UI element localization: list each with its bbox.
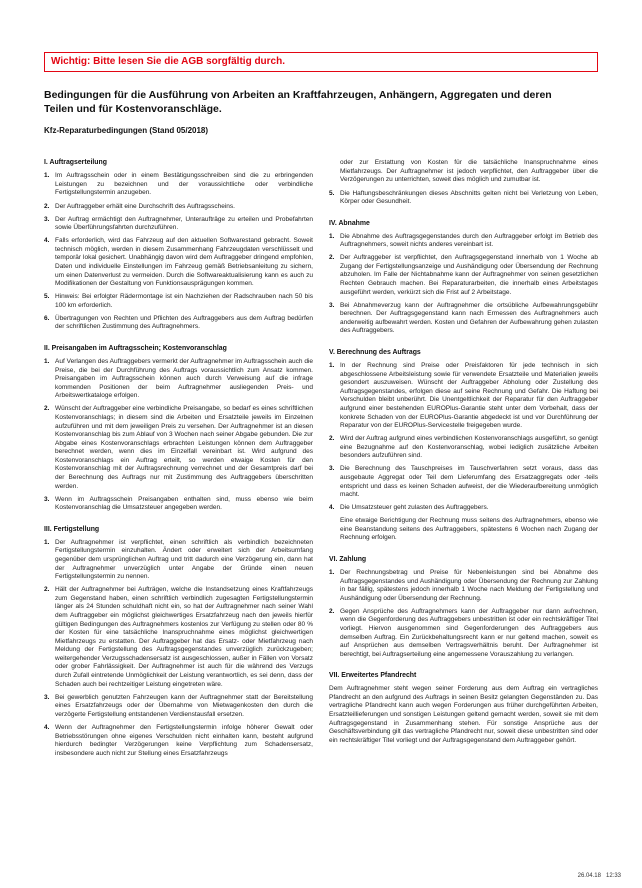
section-heading: I. Auftragserteilung bbox=[44, 159, 107, 167]
clause-text: In der Rechnung sind Preise oder Preisfaktoren für jede technisch in sich abgeschlossene Arbeitsleistung sowie für verwendete Ersatzteile und Materialien jeweils gesondert auszuweisen. Wünscht der Auftraggeber Abholung oder Zustellung des Auftragsgegenstandes, erfolgen diese auf seine Rechnung und Gefahr. Die Haftung bei Verschulden bleibt unberührt. Die Unentgeltlichkeit der Reparatur für den Auftraggeber aufgrund einer bestehenden EUROPlus-Garantie steht unter dem Vorbehalt, dass der konkrete Schaden von der EUROPlus-Garantie abgedeckt ist und vor Durchführung der Reparatur von der EUROPlus-Servicestelle freigegeben wurde. bbox=[340, 362, 598, 430]
clause-number: 3. bbox=[329, 465, 335, 473]
clause-text: Gegen Ansprüche des Auftragnehmers kann der Auftraggeber nur dann aufrechnen, wenn die Gegenforderung des Auftraggebers unbestritten ist oder ein rechtskräftiger Titel vorliegt. Hiervon ausgenommen sind Gegenforderungen des Auftraggebers aus demselben Auftrag. Ein Zurückbehaltungsrecht kann er nur geltend machen, soweit es auf Ansprüchen aus demselben Vertragsverhältnis beruht. Der Auftragnehmer ist berechtigt, bei Auftragserteilung eine angemessene Vorauszahlung zu verlangen. bbox=[340, 607, 598, 658]
clause-text: Hinweis: Bei erfolgter Rädermontage ist ein Nachziehen der Radschrauben nach 50 bis 100 km erforderlich. bbox=[55, 293, 313, 309]
terms-section bbox=[329, 220, 598, 336]
clause-text: Die Berechnung des Tauschpreises im Tauschverfahren setzt voraus, dass das ausgebaute Aggregat oder Teil dem Lieferumfang des Ersatzaggregats oder -teils entspricht und dass es keinen Schaden aufweist, der die Wiederaufbereitung unmöglich macht. bbox=[340, 465, 598, 499]
clause-text: Auf Verlangen des Auftraggebers vermerkt der Auftragnehmer im Auftragsschein auch die Preise, die bei der Durchführung des Auftrags voraussichtlich zum Ansatz kommen. Preisangaben im Auftragsschein können auch durch Verweisung auf die infrage kommenden Positionen der beim Auftragnehmer ausliegenden Preis- und Arbeitswertkataloge erfolgen. bbox=[55, 358, 313, 400]
clause-item bbox=[44, 694, 313, 720]
clause-number: 5. bbox=[44, 293, 50, 301]
clause-item bbox=[44, 724, 313, 758]
right-column bbox=[329, 159, 598, 762]
clause-item bbox=[329, 504, 598, 513]
clause-item bbox=[329, 302, 598, 336]
clause-text: Der Auftraggeber erhält eine Durchschrift des Auftragsscheins. bbox=[55, 202, 235, 210]
section-heading: VI. Zahlung bbox=[329, 556, 367, 564]
clause-number: 4. bbox=[329, 504, 335, 512]
clause-number: 3. bbox=[44, 495, 50, 503]
clause-item bbox=[329, 569, 598, 603]
agb-notice-banner bbox=[44, 52, 598, 72]
clause-item bbox=[329, 190, 598, 207]
clause-item bbox=[44, 216, 313, 233]
clause-text: Der Auftrag ermächtigt den Auftragnehmer, Unteraufträge zu erteilen und Probefahrten sowie Überführungsfahrten durchzuführen. bbox=[55, 215, 313, 232]
clause-item bbox=[329, 362, 598, 431]
clause-number: 4. bbox=[44, 723, 50, 731]
terms-section bbox=[44, 345, 313, 513]
clause-number: 1. bbox=[329, 569, 335, 577]
clause-text: oder zur Erstattung von Kosten für die tatsächliche Inanspruchnahme eines Mietfahrzeugs. Der Auftragnehmer ist jedoch verpflichtet, den Auftraggeber über die Verzögerungen zu unterrichten, soweit dies möglich und zumutbar ist. bbox=[340, 159, 598, 184]
clause-text: Eine etwaige Berichtigung der Rechnung muss seitens des Auftragnehmers, ebenso wie eine Beanstandung seitens des Auftraggebers, spätestens 6 Wochen nach Zugang der Rechnung erfolgen. bbox=[340, 517, 598, 542]
terms-section bbox=[329, 159, 598, 206]
clause-number: 3. bbox=[44, 693, 50, 701]
clause-item bbox=[329, 608, 598, 659]
clause-number: 2. bbox=[329, 435, 335, 443]
clause-text: Übertragungen von Rechten und Pflichten des Auftraggebers aus dem Auftrag bedürfen der schriftlichen Zustimmung des Auftragnehmers. bbox=[55, 314, 313, 331]
clause-item bbox=[44, 237, 313, 288]
left-column bbox=[44, 159, 313, 762]
terms-section bbox=[44, 159, 313, 332]
clause-item bbox=[329, 159, 598, 185]
section-heading: III. Fertigstellung bbox=[44, 525, 100, 533]
clause-number: 5. bbox=[329, 189, 335, 197]
clause-text: Wenn im Auftragsschein Preisangaben enthalten sind, muss ebenso wie beim Kostenvoranschlag die Umsatzsteuer angegeben werden. bbox=[55, 495, 313, 512]
clause-item bbox=[329, 465, 598, 499]
clause-number: 1. bbox=[329, 362, 335, 370]
clause-number: 1. bbox=[329, 232, 335, 240]
clause-number bbox=[329, 517, 340, 543]
terms-section bbox=[329, 672, 598, 745]
clause-text: Im Auftragsschein oder in einem Bestätigungsschreiben sind die zu erbringenden Leistungen zu bezeichnen und der voraussichtliche oder verbindliche Fertigstellungstermin anzugeben. bbox=[55, 172, 313, 197]
document-title: Bedingungen für die Ausführung von Arbeiten an Kraftfahrzeugen, Anhängern, Aggregaten und deren Teilen und für Kostenvoranschläge. bbox=[44, 89, 552, 115]
clause-number: 3. bbox=[44, 215, 50, 223]
terms-columns bbox=[44, 159, 598, 762]
terms-section bbox=[329, 349, 598, 543]
clause-number: 2. bbox=[44, 202, 50, 210]
clause-text: Falls erforderlich, wird das Fahrzeug auf den aktuellen Softwarestand gebracht. Soweit technisch möglich, werden in diesem Zusammenhang Fahrzeugdaten verschlüsselt und temporär lokal gesichert. Unabhängig davon wird dem Auftraggeber dringend empfohlen, Daten und individuelle Einstellungen im Fahrzeug gemäß Betriebsanleitung zu sichern, um einen Datenverlust zu vermeiden. Durch die Softwareaktualisierung kann es auch zu Modifikationen der Gestaltung von Funktionsausprägungen kommen. bbox=[55, 237, 313, 288]
clause-item bbox=[44, 539, 313, 582]
clause-item bbox=[44, 293, 313, 310]
clause-text: Wünscht der Auftraggeber eine verbindliche Preisangabe, so bedarf es eines schriftlichen Kostenvoranschlags; in diesem sind die Arbeiten und Ersatzteile jeweils im Einzelnen aufzuführen und mit dem jeweiligen Preis zu versehen. Der Auftragnehmer ist an diesen Kostenvoranschlag bis zum Ablauf von 3 Wochen nach seiner Abgabe gebunden. Die zur Abgabe eines Kostenvoranschlags erbrachten Leistungen können dem Auftraggeber berechnet werden, wenn dies im Einzelfall vereinbart ist. Wird aufgrund des Kostenvoranschlags ein Auftrag erteilt, so werden etwaige Kosten für den Kostenvoranschlag mit der Auftragsrechnung verrechnet und der Gesamtpreis darf bei der Berechnung des Auftrags nur mit Zustimmung des Auftraggebers überschritten werden. bbox=[55, 405, 313, 490]
clause-text: Der Auftragnehmer ist verpflichtet, einen schriftlich als verbindlich bezeichneten Fertigstellungstermin einzuhalten. Ändert oder erweitert sich der Arbeitsumfang gegenüber dem ursprünglichen Auftrag und tritt dadurch eine Verzögerung ein, dann hat der Auftragnehmer unverzüglich unter Angabe der Gründe einen neuen Fertigstellungstermin zu nennen. bbox=[55, 538, 313, 581]
document-subtitle: Kfz-Reparaturbedingungen (Stand 05/2018) bbox=[44, 126, 209, 136]
clause-text: Wird der Auftrag aufgrund eines verbindlichen Kostenvoranschlags ausgeführt, so genügt eine Bezugnahme auf den Kostenvoranschlag, wobei lediglich zusätzliche Arbeiten besonders aufzuführen sind. bbox=[340, 435, 598, 460]
clause-number: 1. bbox=[44, 358, 50, 366]
clause-item bbox=[44, 203, 313, 212]
clause-item bbox=[44, 358, 313, 401]
clause-item bbox=[329, 254, 598, 297]
print-timestamp: 26.04.18 12:33 bbox=[577, 873, 621, 879]
clause-number: 2. bbox=[329, 254, 335, 262]
clause-item bbox=[44, 315, 313, 332]
clause-item bbox=[44, 172, 313, 198]
clause-text: Die Abnahme des Auftragsgegenstandes durch den Auftraggeber erfolgt im Betrieb des Auftragnehmers, soweit nichts anderes vereinbart ist. bbox=[340, 232, 598, 249]
clause-item bbox=[329, 517, 598, 543]
clause-item bbox=[329, 233, 598, 250]
section-heading: II. Preisangaben im Auftragsschein; Kostenvoranschlag bbox=[44, 345, 227, 353]
clause-text: Wenn der Auftragnehmer den Fertigstellungstermin infolge höherer Gewalt oder Betriebsstörungen ohne eigenes Verschulden nicht einhalten kann, besteht aufgrund hierdurch bedingter Verzögerungen keine Verpflichtung zum Schadensersatz, insbesondere auch nicht zur Stellung eines Ersatzfahrzeugs bbox=[55, 723, 313, 757]
clause-item bbox=[44, 496, 313, 513]
clause-item bbox=[44, 586, 313, 689]
terms-section bbox=[329, 556, 598, 659]
clause-number: 1. bbox=[44, 172, 50, 180]
clause-item bbox=[44, 405, 313, 491]
clause-number: 4. bbox=[44, 237, 50, 245]
clause-text: Die Umsatzsteuer geht zulasten des Auftraggebers. bbox=[340, 504, 489, 512]
section-heading: VII. Erweitertes Pfandrecht bbox=[329, 672, 417, 680]
section-heading: IV. Abnahme bbox=[329, 219, 370, 227]
terms-section bbox=[44, 526, 313, 758]
clause-number: 2. bbox=[44, 586, 50, 594]
clause-number: 6. bbox=[44, 314, 50, 322]
clause-text: Der Rechnungsbetrag und Preise für Nebenleistungen sind bei Abnahme des Auftragsgegenstandes und Aushändigung oder Übersendung der Rechnung zur Zahlung in bar fällig, spätestens jedoch innerhalb 1 Woche nach Meldung der Fertigstellung und Aushändigung oder Übersendung der Rechnung. bbox=[340, 569, 598, 602]
clause-text: Bei gewerblich genutzten Fahrzeugen kann der Auftragnehmer statt der Bereitstellung eines Ersatzfahrzeugs oder der Übernahme von Mietwagenkosten den durch die verzögerte Fertigstellung entstandenen Verdienstausfall ersetzen. bbox=[55, 693, 313, 718]
clause-text: Bei Abnahmeverzug kann der Auftragnehmer die ortsübliche Aufbewahrungsgebühr berechnen. Der Auftragsgegenstand kann nach Ermessen des Auftragnehmers auch anderweitig aufbewahrt werden. Kosten und Gefahren der Aufbewahrung gehen zulasten des Auftraggebers. bbox=[340, 301, 598, 335]
clause-text: Hält der Auftragnehmer bei Aufträgen, welche die Instandsetzung eines Kraftfahrzeugs zum Gegenstand haben, einen schriftlich verbindlich zugesagten Fertigstellungstermin länger als 24 Stunden schuldhaft nicht ein, so hat der Auftragnehmer nach seiner Wahl dem Auftraggeber ein möglichst gleichwertiges Ersatzfahrzeug nach den jeweils hierfür gültigen Bedingungen des Auftragnehmers kostenlos zur Verfügung zu stellen oder 80 % der Kosten für eine tatsächliche Inanspruchnahme eines möglichst gleichwertigen Mietfahrzeugs zu erstatten. Der Auftraggeber hat das Ersatz- oder Mietfahrzeug nach Meldung der Fertigstellung des Auftragsgegenstandes unverzüglich zurückzugeben; weitergehender Verzugsschadensersatz ist ausgeschlossen, außer in Fällen von Vorsatz oder grober Fahrlässigkeit. Der Auftragnehmer ist auch für die während des Verzugs durch Zufall eintretende Unmöglichkeit der Leistung verantwortlich, es sei denn, dass der Schaden auch bei rechtzeitiger Leistung eingetreten wäre. bbox=[55, 586, 313, 688]
clause-text: Die Haftungsbeschränkungen dieses Abschnitts gelten nicht bei Verletzung von Leben, Körper oder Gesundheit. bbox=[340, 189, 598, 206]
clause-number: 2. bbox=[329, 607, 335, 615]
clause-text: Der Auftraggeber ist verpflichtet, den Auftragsgegenstand innerhalb von 1 Woche ab Zugang der Fertigstellungsanzeige und Aushändigung oder Übersendung der Rechnung abzuholen. Im Falle der Nichtabnahme kann der Auftragnehmer von seinen gesetzlichen Rechten Gebrauch machen. Bei Reparaturarbeiten, die innerhalb eines Arbeitstages ausgeführt werden, verkürzt sich die Frist auf 2 Arbeitstage. bbox=[340, 254, 598, 296]
clause-number bbox=[329, 159, 340, 185]
section-heading: V. Berechnung des Auftrags bbox=[329, 349, 421, 357]
clause-number: 2. bbox=[44, 405, 50, 413]
clause-number: 3. bbox=[329, 301, 335, 309]
clause-item bbox=[329, 435, 598, 461]
section-paragraph: Dem Auftragnehmer steht wegen seiner Forderung aus dem Auftrag ein vertragliches Pfandrecht an den aufgrund des Auftrags in seinen Besitz gelangten Gegenständen zu. Das vertragliche Pfandrecht kann auch wegen Forderungen aus früher durchgeführten Arbeiten, Ersatzteillieferungen und sonstigen Leistungen geltend gemacht werden, soweit sie mit dem Auftragsgegenstand in Zusammenhang stehen. Für sonstige Ansprüche aus der Geschäftsverbindung gilt das vertragliche Pfandrecht nur, soweit diese unbestritten sind oder ein rechtskräftiger Titel vorliegt und der Auftragsgegenstand dem Auftraggeber gehört. bbox=[329, 685, 598, 744]
notice-text: Wichtig: Bitte lesen Sie die AGB sorgfältig durch. bbox=[51, 56, 286, 67]
clause-number: 1. bbox=[44, 538, 50, 546]
